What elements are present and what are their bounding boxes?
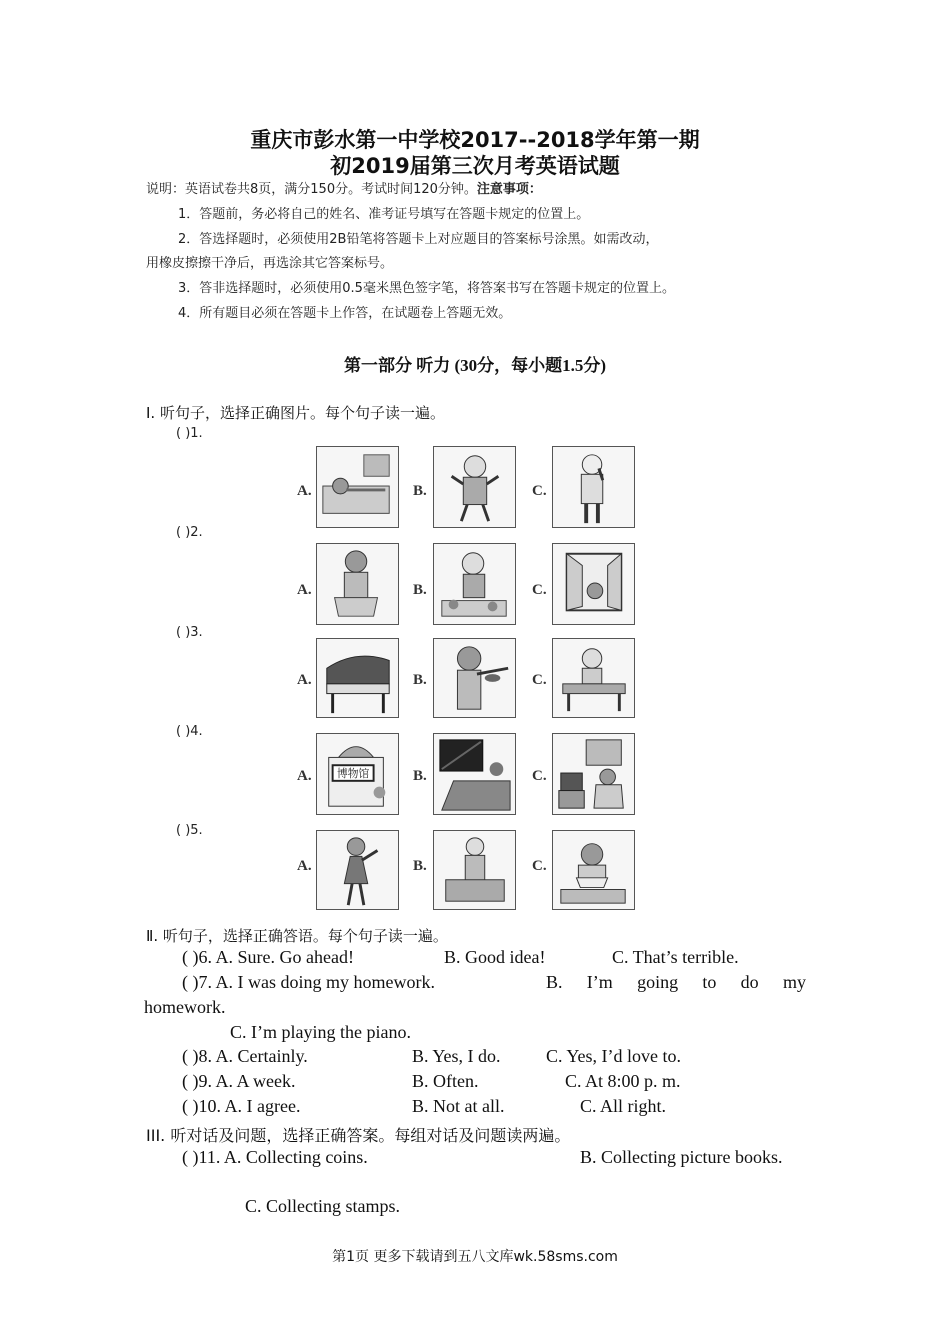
- question-7-option-c: C. I’m playing the piano.: [230, 1022, 411, 1042]
- q3-picture-b: [433, 638, 516, 718]
- q7-b-word: do: [740, 972, 759, 992]
- question-9-option-c: C. At 8:00 p. m.: [565, 1071, 681, 1091]
- question-6-option-c: C. That’s terrible.: [612, 947, 739, 967]
- exam-instructions: [146, 178, 542, 197]
- q1-picture-c: [552, 446, 635, 528]
- question-2-label: ( )2.: [176, 525, 203, 540]
- q7-b-word: B.: [546, 972, 563, 992]
- option-letter-a: A.: [297, 768, 312, 784]
- q2-picture-b: [433, 543, 516, 625]
- q5-picture-c: [552, 830, 635, 910]
- question-8-option-b: B. Yes, I do.: [412, 1046, 501, 1066]
- q5-picture-b: [433, 830, 516, 910]
- question-9-option-b: B. Often.: [412, 1071, 479, 1091]
- option-letter-b: B.: [413, 672, 427, 688]
- note-item-1: 1．答题前，务必将自己的姓名、准考证号填写在答题卡规定的位置上。: [178, 207, 590, 222]
- question-7: ( )7. A. I was doing my homework.: [182, 972, 435, 992]
- q7-b-word: I’m: [586, 972, 613, 992]
- question-11-option-c: C. Collecting stamps.: [245, 1196, 400, 1216]
- note-item-2-cont: 用橡皮擦擦干净后，再选涂其它答案标号。: [146, 256, 394, 271]
- page-footer: 第1页 更多下载请到五八文库wk.58sms.com: [332, 1249, 618, 1265]
- option-letter-b: B.: [413, 768, 427, 784]
- instructions-intro: 说明：英语试卷共8页，满分150分。考试时间120分钟。: [146, 182, 477, 197]
- question-6-option-b: B. Good idea!: [444, 947, 546, 967]
- section-ii-heading: Ⅱ. 听句子，选择正确答语。每个句子读一遍。: [146, 927, 448, 945]
- option-letter-a: A.: [297, 483, 312, 499]
- note-item-4: 4．所有题目必须在答题卡上作答，在试题卷上答题无效。: [178, 306, 512, 321]
- q7-b-word: to: [702, 972, 717, 992]
- page-title-line1: 重庆市彭水第一中学校2017--2018学年第一期: [250, 128, 700, 152]
- q1-picture-a: [316, 446, 399, 528]
- question-1-label: ( )1.: [176, 426, 203, 441]
- question-11: ( )11. A. Collecting coins.: [182, 1147, 368, 1167]
- option-letter-c: C.: [532, 768, 547, 784]
- question-10-option-b: B. Not at all.: [412, 1096, 505, 1116]
- option-letter-b: B.: [413, 582, 427, 598]
- part1-heading: 第一部分 听力 (30分，每小题1.5分): [343, 356, 607, 375]
- q4-picture-b: [433, 733, 516, 815]
- note-item-3: 3．答非选择题时，必须使用0.5毫米黑色签字笔，将答案书写在答题卡规定的位置上。: [178, 281, 675, 296]
- option-letter-c: C.: [532, 582, 547, 598]
- option-letter-a: A.: [297, 582, 312, 598]
- option-letter-b: B.: [413, 483, 427, 499]
- question-6: ( )6. A. Sure. Go ahead!: [182, 947, 354, 967]
- museum-sign: 博物馆: [337, 766, 370, 780]
- question-10-option-c: C. All right.: [580, 1096, 667, 1116]
- q7-b-word: going: [637, 972, 679, 992]
- option-letter-c: C.: [532, 858, 547, 874]
- q3-picture-c: [552, 638, 635, 718]
- question-11-option-b: B. Collecting picture books.: [580, 1147, 783, 1167]
- q1-picture-b: [433, 446, 516, 528]
- page-title-line2: 初2019届第三次月考英语试题: [330, 154, 620, 178]
- q3-picture-a: [316, 638, 399, 718]
- section-i-heading: Ⅰ. 听句子，选择正确图片。每个句子读一遍。: [146, 404, 445, 422]
- question-3-label: ( )3.: [176, 625, 203, 640]
- question-10: ( )10. A. I agree.: [182, 1096, 301, 1116]
- section-iii-heading: III. 听对话及问题，选择正确答案。每组对话及问题读两遍。: [146, 1126, 571, 1145]
- q2-picture-c: [552, 543, 635, 625]
- option-letter-c: C.: [532, 483, 547, 499]
- question-8: ( )8. A. Certainly.: [182, 1046, 308, 1066]
- q4-picture-a: [316, 733, 399, 815]
- question-8-option-c: C. Yes, I’d love to.: [546, 1046, 682, 1066]
- option-letter-b: B.: [413, 858, 427, 874]
- instructions-notice: 注意事项：: [476, 182, 542, 197]
- question-7-option-b-cont: homework.: [144, 997, 226, 1017]
- question-9: ( )9. A. A week.: [182, 1071, 296, 1091]
- question-5-label: ( )5.: [176, 823, 203, 838]
- q2-picture-a: [316, 543, 399, 625]
- question-7-option-b: [546, 972, 806, 993]
- note-item-2: 2．答选择题时，必须使用2B铅笔将答题卡上对应题目的答案标号涂黑。如需改动，: [178, 232, 659, 247]
- option-letter-a: A.: [297, 672, 312, 688]
- option-letter-c: C.: [532, 672, 547, 688]
- q5-picture-a: [316, 830, 399, 910]
- option-letter-a: A.: [297, 858, 312, 874]
- question-4-label: ( )4.: [176, 724, 203, 739]
- q7-b-word: my: [782, 972, 806, 992]
- q4-picture-c: [552, 733, 635, 815]
